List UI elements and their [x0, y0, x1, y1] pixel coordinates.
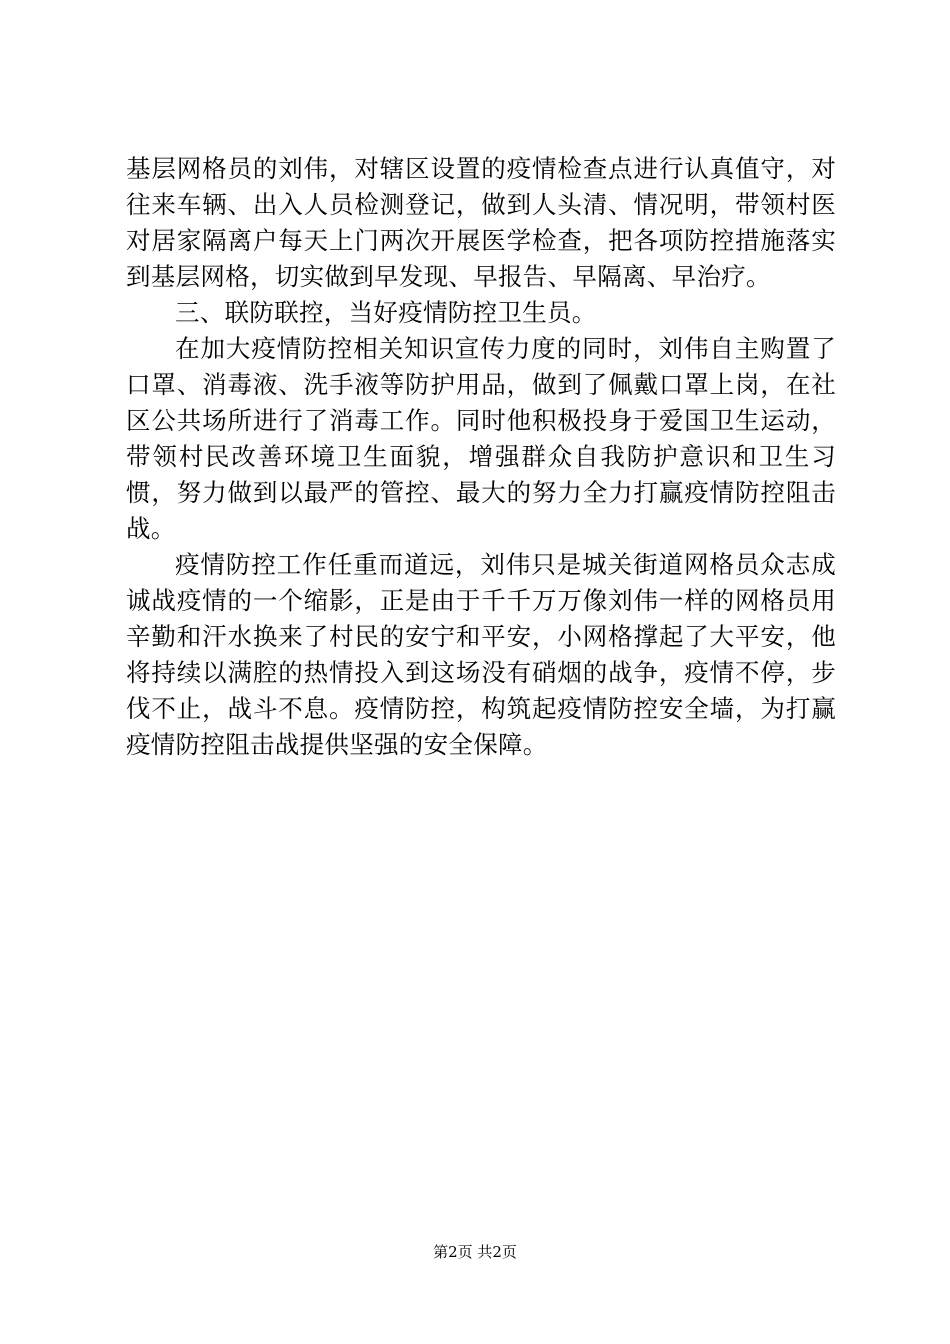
- page-footer: [0, 1242, 950, 1262]
- section-heading-3: 三、联防联控，当好疫情防控卫生员。: [175, 298, 597, 327]
- paragraph-conclusion: 疫情防控工作任重而道远，刘伟只是城关街道网格员众志成诚战疫情的一个缩影，正是由于千千万万像刘伟一样的网格员用辛勤和汗水换来了村民的安宁和平安，小网格撑起了大平安，他将持续以满腔的热情投入到这场没有硝烟的战争，疫情不停，步伐不止，战斗不息。疫情防控，构筑起疫情防控安全墙，为打赢疫情防控阻击战提供坚强的安全保障。: [126, 550, 836, 759]
- page-number: 第2页 共2页: [433, 1243, 517, 1261]
- paragraph-continuation: 基层网格员的刘伟，对辖区设置的疫情检查点进行认真值守，对往来车辆、出入人员检测登记，做到人头清、情况明，带领村医对居家隔离户每天上门两次开展医学检查，把各项防控措施落实到基层网格，切实做到早发现、早报告、早隔离、早治疗。: [126, 154, 836, 291]
- paragraph-protection-supplies: 在加大疫情防控相关知识宣传力度的同时，刘伟自主购置了口罩、消毒液、洗手液等防护用品，做到了佩戴口罩上岗，在社区公共场所进行了消毒工作。同时他积极投身于爱国卫生运动，带领村民改善环境卫生面貌，增强群众自我防护意识和卫生习惯，努力做到以最严的管控、最大的努力全力打赢疫情防控阻击战。: [126, 334, 836, 543]
- document-body: [126, 151, 836, 763]
